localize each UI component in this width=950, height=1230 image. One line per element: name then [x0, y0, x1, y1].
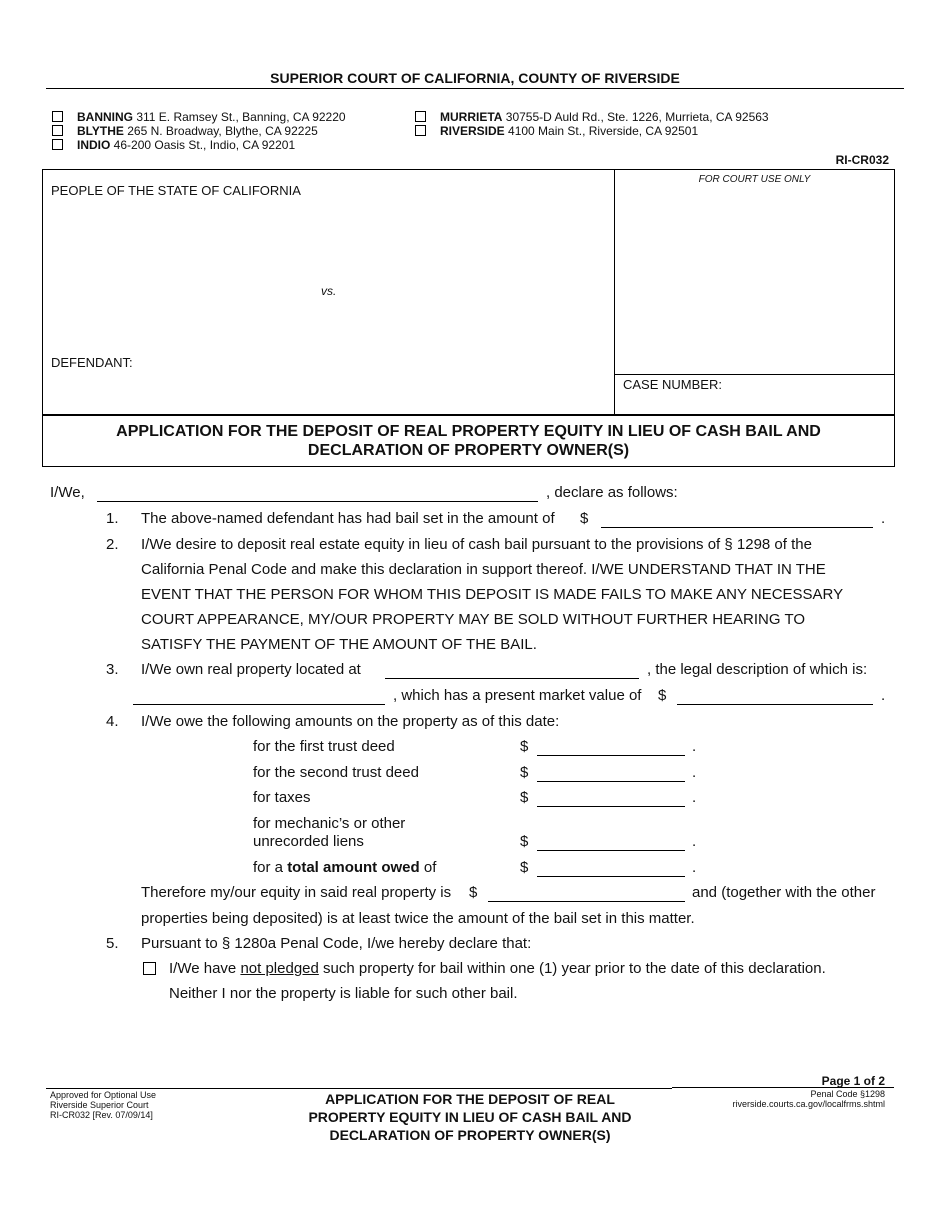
declare-label: , declare as follows:: [546, 484, 678, 501]
period: .: [692, 764, 697, 781]
first-trust-deed-field[interactable]: [537, 755, 685, 756]
equity-text: and (together with the other: [692, 884, 876, 901]
location-name: MURRIETA: [440, 110, 503, 124]
item-number: 2.: [106, 536, 119, 553]
location-address: 30755-D Auld Rd., Ste. 1226, Murrieta, CA 92563: [502, 110, 769, 124]
footer-right-line: riverside.courts.ca.gov/localfrms.shtml: [732, 1099, 885, 1109]
plaintiff-label: PEOPLE OF THE STATE OF CALIFORNIA: [51, 183, 301, 198]
footer-title-line: PROPERTY EQUITY IN LIEU OF CASH BAIL AND: [308, 1109, 632, 1125]
period: .: [881, 510, 886, 527]
total-pre: for a: [253, 859, 288, 876]
page-number: Page 1 of 2: [821, 1074, 885, 1088]
dollar-sign: $: [520, 764, 529, 781]
liens-field[interactable]: [537, 850, 685, 851]
footer-title: [270, 1090, 670, 1144]
item-number: 3.: [106, 661, 119, 678]
pledge-post: such property for bail within one (1) year prior to the date of this declaration.: [318, 960, 826, 977]
second-trust-deed-field[interactable]: [537, 781, 685, 782]
location-blythe[interactable]: [52, 124, 318, 138]
case-number-divider: [614, 374, 895, 375]
period: .: [692, 738, 697, 755]
checkbox[interactable]: [415, 111, 426, 122]
dollar-sign: $: [658, 687, 667, 704]
item2-line: I/We desire to deposit real estate equity in lieu of cash bail pursuant to the provisions of § 1298 of the: [141, 536, 812, 553]
period: .: [692, 789, 697, 806]
iwe-label: I/We,: [50, 484, 85, 501]
item3-text: , the legal description of which is:: [647, 661, 868, 678]
location-address: 4100 Main St., Riverside, CA 92501: [504, 124, 699, 138]
vs-label: vs.: [321, 284, 337, 298]
location-banning[interactable]: [52, 110, 346, 124]
equity-field[interactable]: [488, 901, 685, 902]
not-pledged-checkbox[interactable]: [143, 962, 156, 975]
pledge-underlined: not pledged: [240, 960, 319, 977]
location-riverside[interactable]: [415, 124, 698, 138]
checkbox[interactable]: [52, 111, 63, 122]
footer-left: [50, 1090, 156, 1120]
total-owed-field[interactable]: [537, 876, 685, 877]
item2-line: California Penal Code and make this declaration in support thereof. I/WE UNDERSTAND THAT IN THE: [141, 561, 826, 578]
form-number: RI-CR032: [835, 153, 889, 167]
pledge-pre: I/We have: [169, 960, 241, 977]
location-name: BLYTHE: [77, 124, 124, 138]
item1-text: The above-named defendant has had bail set in the amount of: [141, 510, 555, 527]
location-address: 311 E. Ramsey St., Banning, CA 92220: [133, 110, 346, 124]
caption-box: [42, 169, 895, 415]
debt-label: for the first trust deed: [253, 738, 395, 755]
market-value-field[interactable]: [677, 704, 873, 705]
item3-text: , which has a present market value of: [393, 687, 642, 704]
pledge-text-line2: Neither I nor the property is liable for such other bail.: [169, 985, 518, 1002]
dollar-sign: $: [520, 833, 529, 850]
location-name: BANNING: [77, 110, 133, 124]
court-title: SUPERIOR COURT OF CALIFORNIA, COUNTY OF RIVERSIDE: [270, 70, 680, 86]
footer-right: [732, 1074, 885, 1109]
location-indio[interactable]: [52, 138, 295, 152]
dollar-sign: $: [580, 510, 589, 527]
debt-label: unrecorded liens: [253, 833, 364, 850]
item-number: 4.: [106, 713, 119, 730]
taxes-field[interactable]: [537, 806, 685, 807]
footer-right-line: Penal Code §1298: [810, 1089, 885, 1099]
divider: [46, 88, 904, 89]
location-address: 46-200 Oasis St., Indio, CA 92201: [110, 138, 296, 152]
dollar-sign: $: [520, 789, 529, 806]
footer-title-line: DECLARATION OF PROPERTY OWNER(S): [329, 1127, 611, 1143]
equity-text: properties being deposited) is at least twice the amount of the bail set in this matter.: [141, 910, 695, 927]
pledge-text: [169, 960, 826, 977]
dollar-sign: $: [469, 884, 478, 901]
item4-text: I/We owe the following amounts on the property as of this date:: [141, 713, 560, 730]
form-title: [42, 415, 895, 467]
item-number: 5.: [106, 935, 119, 952]
checkbox[interactable]: [415, 125, 426, 136]
item2-line: COURT APPEARANCE, MY/OUR PROPERTY MAY BE SOLD WITHOUT FURTHER HEARING TO: [141, 611, 806, 628]
item5-text: Pursuant to § 1280a Penal Code, I/we hereby declare that:: [141, 935, 532, 952]
declarant-name-field[interactable]: [97, 501, 538, 502]
form-title-line: DECLARATION OF PROPERTY OWNER(S): [307, 442, 630, 459]
checkbox[interactable]: [52, 139, 63, 150]
dollar-sign: $: [520, 738, 529, 755]
item2-line: SATISFY THE PAYMENT OF THE AMOUNT OF THE BAIL.: [141, 636, 537, 653]
item3-text: I/We own real property located at: [141, 661, 361, 678]
item-number: 1.: [106, 510, 119, 527]
legal-description-field[interactable]: [133, 704, 385, 705]
debt-label: for taxes: [253, 789, 311, 806]
location-murrieta[interactable]: [415, 110, 769, 124]
bail-amount-field[interactable]: [601, 527, 873, 528]
footer-divider: [46, 1088, 672, 1089]
dollar-sign: $: [520, 859, 529, 876]
debt-label: for the second trust deed: [253, 764, 419, 781]
period: .: [692, 859, 697, 876]
location-name: INDIO: [77, 138, 111, 152]
location-name: RIVERSIDE: [440, 124, 505, 138]
defendant-label: DEFENDANT:: [51, 355, 133, 370]
footer-left-line: Approved for Optional Use: [50, 1090, 157, 1100]
caption-divider: [614, 169, 615, 415]
total-bold: total amount owed: [287, 859, 420, 876]
location-address: 265 N. Broadway, Blythe, CA 92225: [123, 124, 318, 138]
total-post: of: [419, 859, 437, 876]
footer-title-line: APPLICATION FOR THE DEPOSIT OF REAL: [325, 1091, 615, 1107]
equity-text: Therefore my/our equity in said real property is: [141, 884, 452, 901]
checkbox[interactable]: [52, 125, 63, 136]
property-location-field[interactable]: [385, 678, 639, 679]
period: .: [692, 833, 697, 850]
item2-line: EVENT THAT THE PERSON FOR WHOM THIS DEPOSIT IS MADE FAILS TO MAKE ANY NECESSARY: [141, 586, 844, 603]
footer-left-line: Riverside Superior Court: [50, 1100, 149, 1110]
debt-label: for mechanic’s or other: [253, 815, 406, 832]
form-title-line: APPLICATION FOR THE DEPOSIT OF REAL PROPERTY EQUITY IN LIEU OF CASH BAIL AND: [116, 423, 821, 440]
period: .: [881, 687, 886, 704]
case-number-label: CASE NUMBER:: [623, 377, 722, 392]
court-use-label: FOR COURT USE ONLY: [698, 174, 811, 185]
footer-left-line: RI-CR032 [Rev. 07/09/14]: [50, 1110, 153, 1120]
total-owed-label: [253, 859, 436, 876]
